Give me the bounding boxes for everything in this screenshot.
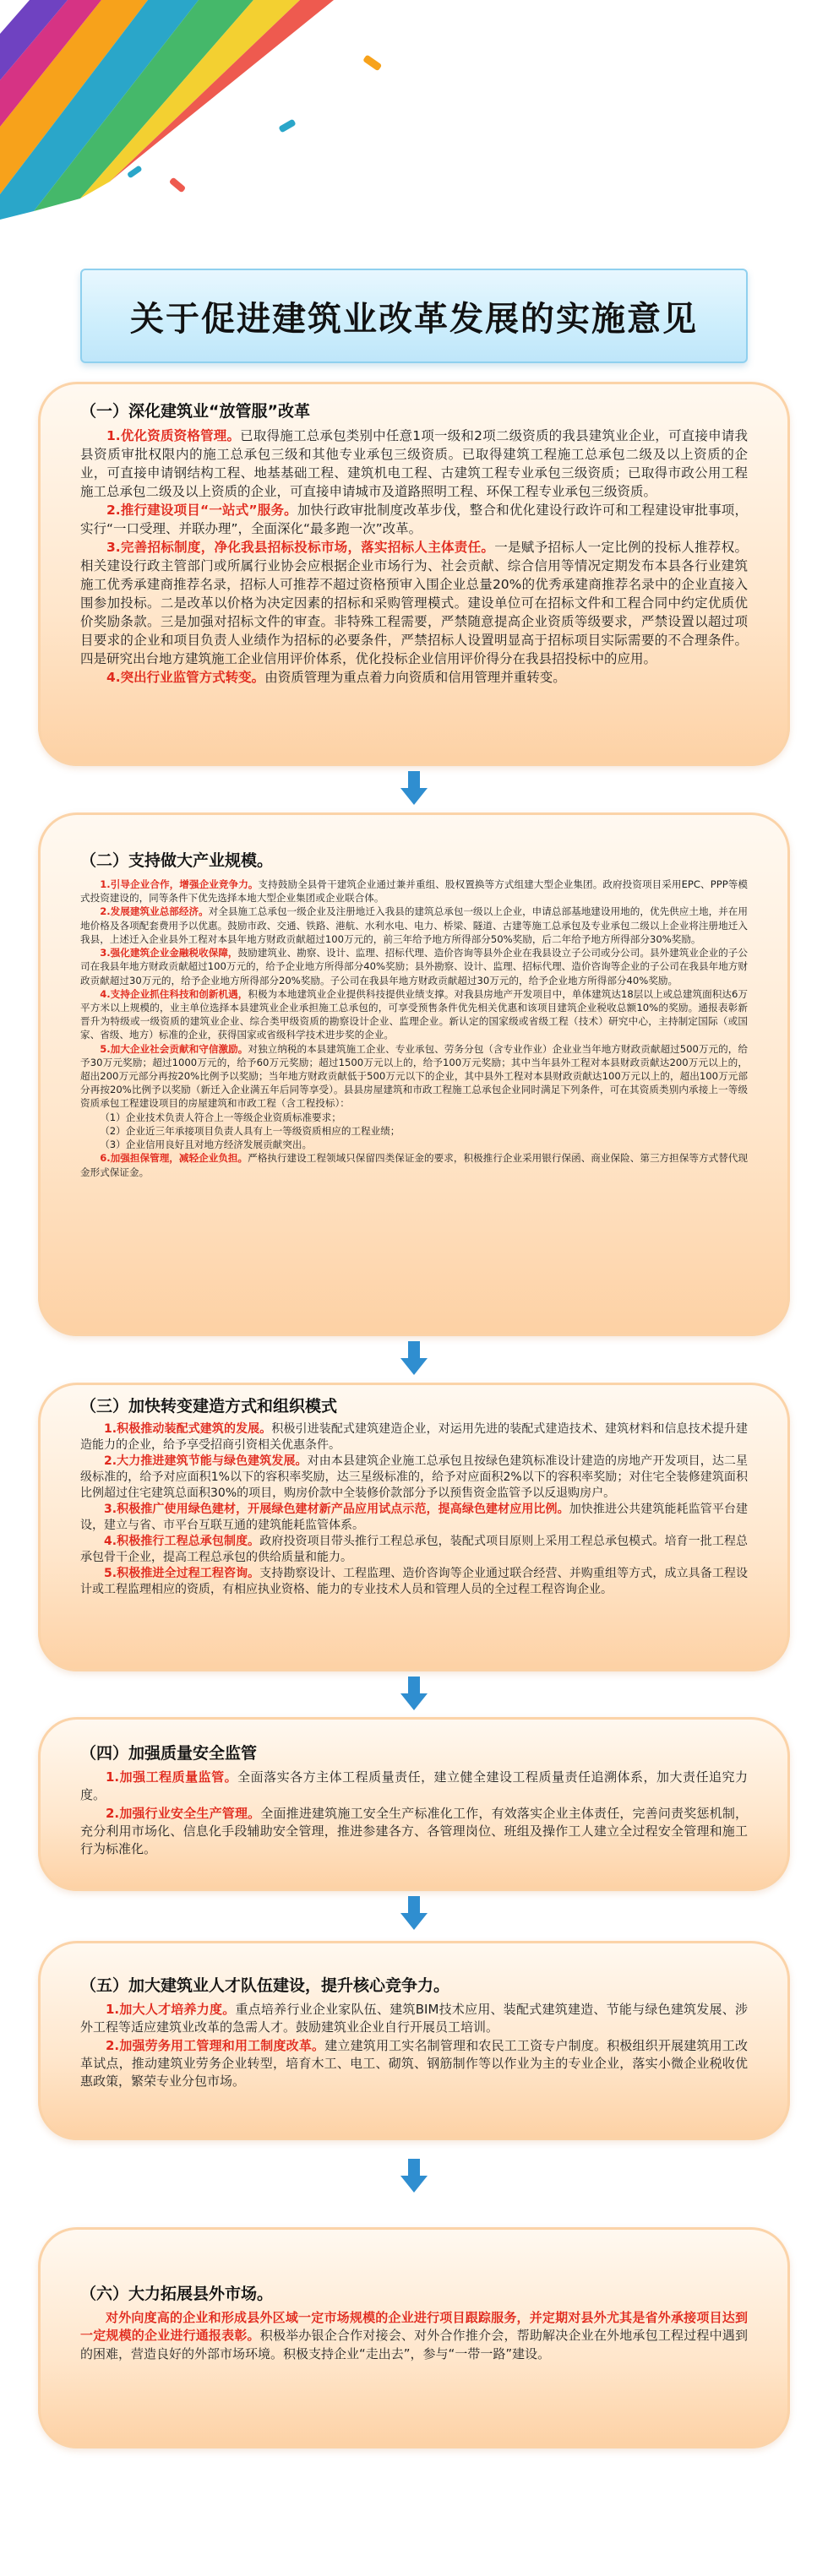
paragraph: 4.积极推行工程总承包制度。政府投资项目带头推行工程总承包，装配式项目原则上采用工程总承包模式。培育一批工程总承包骨干企业，提高工程总承包的供给质量和能力。: [80, 1535, 749, 1565]
paragraph: 2.发展建筑业总部经济。对全县施工总承包一级企业及注册地迁入我县的建筑总承包一级以上企业，申请总部基地建设用地的，优先供应土地，并在用地价格及各项配套费用予以优惠。鼓励市政、交通、铁路、港航、水利水电、电力、桥梁、隧道、古建等施工总承包及专业承包二级以上企业将注册地迁入我县，上述迁入企业县外工程对本县年地方财政贡献超过100万元的，前三年给予地方所得部分50%奖励，后二年给予地方所得部分30%奖励。: [80, 905, 748, 945]
paragraph: 3.积极推广使用绿色建材，开展绿色建材新产品应用试点示范，提高绿色建材应用比例。加快推进公共建筑能耗监管平台建设，建立与省、市平台互联互通的建筑能耗监管体系。: [80, 1502, 749, 1533]
section-heading: （五）加大建筑业人才队伍建设，提升核心竞争力。: [80, 1976, 450, 1995]
section-card-4: [38, 1717, 790, 1891]
paragraph: 2.推行建设项目“一站式”服务。加快行政审批制度改革步伐，整合和优化建设行政许可和工程建设审批事项，实行“一口受理、并联办理”，全面深化“最多跑一次”改革。: [80, 502, 748, 536]
paragraph: 1.积极推动装配式建筑的发展。积极引进装配式建筑建造企业，对运用先进的装配式建造技术、建筑材料和信息技术提升建造能力的企业，给予享受招商引资相关优惠条件。: [80, 1421, 749, 1452]
paragraph: 1.加大人才培养力度。重点培养行业企业家队伍、建筑BIM技术应用、装配式建筑建造、节能与绿色建筑发展、涉外工程等适应建筑业改革的急需人才。鼓励建筑业企业自行开展员工培训。: [80, 2001, 748, 2035]
paragraph: （2）企业近三年承接项目负责人具有上一等级资质相应的工程业绩；: [100, 1124, 400, 1137]
section-heading: （六）大力拓展县外市场。: [80, 2285, 274, 2303]
page-title: 关于促进建筑业改革发展的实施意见: [130, 299, 698, 339]
paragraph: 2.加强行业安全生产管理。全面推进建筑施工安全生产标准化工作，有效落实企业主体责任，完善问责奖惩机制，充分利用市场化、信息化手段辅助安全管理，推进参建各方、各管理岗位、班组及操作工人建立全过程安全管理和施工行为标准化。: [80, 1805, 748, 1857]
paragraph: 1.加强工程质量监管。全面落实各方主体工程质量责任，建立健全建设工程质量责任追溯体系，加大责任追究力度。: [80, 1769, 748, 1803]
paragraph: 1.引导企业合作，增强企业竞争力。支持鼓励全县骨干建筑企业通过兼并重组、股权置换等方式组建大型企业集团。政府投资项目采用EPC、PPP等模式投资建设的，同等条件下优先选择本地大型企业集团或企业联合体。: [80, 878, 748, 905]
section-card-6: [38, 2227, 790, 2448]
paragraph: 2.加强劳务用工管理和用工制度改革。建立建筑用工实名制管理和农民工工资专户制度。积极组织开展建筑用工改革试点，推动建筑业劳务企业转型，培育木工、电工、砌筑、钢筋制作等以作业为主的专业企业，落实小微企业税收优惠政策，繁荣专业分包市场。: [80, 2037, 748, 2090]
down-arrow-icon: [400, 1341, 428, 1375]
section-heading: （三）加快转变建造方式和组织模式: [80, 1397, 338, 1416]
paragraph: 4.突出行业监管方式转变。由资质管理为重点着力向资质和信用管理并重转变。: [106, 669, 566, 685]
section-heading: （四）加强质量安全监管: [80, 1744, 258, 1763]
title-banner: [80, 269, 748, 363]
paragraph: 5.积极推进全过程工程咨询。支持勘察设计、工程监理、造价咨询等企业通过联合经营、并购重组等方式，成立具备工程设计或工程监理相应的资质，有相应执业资格、能力的专业技术人员和管理人员的全过程工程咨询企业。: [80, 1567, 749, 1597]
paragraph: 1.优化资质资格管理。已取得施工总承包类别中任意1项一级和2项二级资质的我县建筑业企业，可直接申请我县资质审批权限内的施工总承包三级和其他专业承包三级资质。已取得建筑工程施工总承包二级及以上资质的企业，可直接申请钢结构工程、地基基础工程、建筑机电工程、古建筑工程专业承包三级资质；已取得市政公用工程施工总承包二级及以上资质的企业，可直接申请城市及道路照明工程、环保工程专业承包三级资质。: [80, 427, 748, 499]
down-arrow-icon: [400, 771, 428, 805]
section-heading: （二）支持做大产业规模。: [80, 851, 274, 870]
down-arrow-icon: [400, 1896, 428, 1930]
paragraph: （1）企业技术负责人符合上一等级企业资质标准要求；: [100, 1111, 341, 1123]
paragraph: 3.完善招标制度，净化我县招标投标市场，落实招标人主体责任。一是赋予招标人一定比例的投标人推荐权。相关建设行政主管部门或所属行业协会应根据企业市场行为、社会贡献、综合信用等情况定期发布本县各行业建筑施工优秀承建商推荐名录，招标人可推荐不超过资格预审入围企业总量20%的优秀承建商推荐名录中的企业直接入围参加投标。二是改革以价格为决定因素的招标和采购管理模式。建设单位可在招标文件和工程合同中约定优质优价奖励条款。三是加强对招标文件的审查。非特殊工程需要，严禁随意提高企业资质等级要求，严禁设置以超过项目要求的企业和项目负责人业绩作为招标的必要条件，严禁招标人设置明显高于招标项目实际需要的不合理条件。四是研究出台地方建筑施工企业信用评价体系，优化投标企业信用评价得分在我县招投标中的应用。: [80, 539, 748, 666]
paragraph: 6.加强担保管理，减轻企业负担。严格执行建设工程领域只保留四类保证金的要求，积极推行企业采用银行保函、商业保险、第三方担保等方式替代现金形式保证金。: [80, 1152, 748, 1178]
paragraph: 对外向度高的企业和形成县外区域一定市场规模的企业进行项目跟踪服务，并定期对县外尤其是省外承接项目达到一定规模的企业进行通报表彰。积极举办银企合作对接会、对外合作推介会，帮助解决企业在外地承包工程过程中遇到的困难，营造良好的外部市场环境。积极支持企业“走出去”，参与“一带一路”建设。: [80, 2309, 748, 2361]
section-heading: （一）深化建筑业“放管服”改革: [80, 402, 310, 421]
section-card-5: [38, 1941, 790, 2140]
down-arrow-icon: [400, 2159, 428, 2193]
paragraph: 2.大力推进建筑节能与绿色建筑发展。对由本县建筑企业施工总承包且按绿色建筑标准设计建造的房地产开发项目，达二星级标准的，给予对应面积1%以下的容积率奖励，达三星级标准的，给予对应面积2%以下的容积率奖励；对住宅全装修建筑面积比例超过住宅建筑总面积30%的项目，购房价款中全装修价款部分予以预售资金监管予以反退购房户。: [80, 1454, 749, 1500]
paragraph: （3）企业信用良好且对地方经济发展贡献突出。: [100, 1139, 313, 1151]
down-arrow-icon: [400, 1677, 428, 1710]
paragraph: 5.加大企业社会贡献和守信激励。对独立纳税的本县建筑施工企业、专业承包、劳务分包（含专业作业）企业业当年地方财政贡献超过500万元的，给予30万元奖励；超过1000万元的，给予60万元奖励；超过1500万元以上的，给予100万元奖励；其中当年县外工程对本县财政贡献达200万元以上的，超出200万元部分再按20%比例予以奖励；当年地方财政贡献低于500万元以下的企业，其中县外工程对本县财政贡献达100万元以上的，超出100万元部分再按20%比例予以奖励（新迁入企业满五年后同等享受）。县县房屋建筑和市政工程施工总承包企业同时满足下列条件，可在其资质类别内承接上一等级资质承包工程建设项目的房屋建筑和市政工程（含工程投标）：: [80, 1042, 748, 1110]
section-card-1: [38, 382, 790, 766]
decorative-ribbons: [0, 0, 828, 253]
section-card-2: [38, 812, 790, 1336]
ribbon-stripes-icon: [0, 0, 334, 220]
paragraph: 3.强化建筑企业金融税收保障，鼓励建筑业、勘察、设计、监理、招标代理、造价咨询等县外企业在我县设立子公司或分公司。县外建筑业企业的子公司在我县年地方财政贡献超过100万元的，给予企业地方所得部分40%奖励；县外勘察、设计、监理、招标代理、造价咨询等企业的子公司在我县年地方财政贡献超过30万元的，给予企业地方所得部分20%奖励。子公司在我县年地方财政贡献超过30万元的，给予企业地方所得部分40%奖励。: [80, 947, 748, 986]
paragraph: 4.支持企业抓住科技和创新机遇，积极为本地建筑业企业提供科技提供业绩支撑。对我县房地产开发项目中，单体建筑达18层以上或总建筑面积达6万平方米以上规模的，业主单位选择本县建筑业企业承担施工总承包的，可享受预售条件优先相关优惠和该项目建筑企业税收总额10%的奖励。通报表彰新晋升为特级或一级资质的建筑业企业、综合类甲级资质的勘察设计企业、监理企业。新认定的国家级或省级工程（技术）研究中心，主持制定国际（或国家、省级、地方）标准的企业，获得国家或省级科学技术进步奖的企业。: [80, 987, 748, 1041]
section-card-3: [38, 1383, 790, 1671]
